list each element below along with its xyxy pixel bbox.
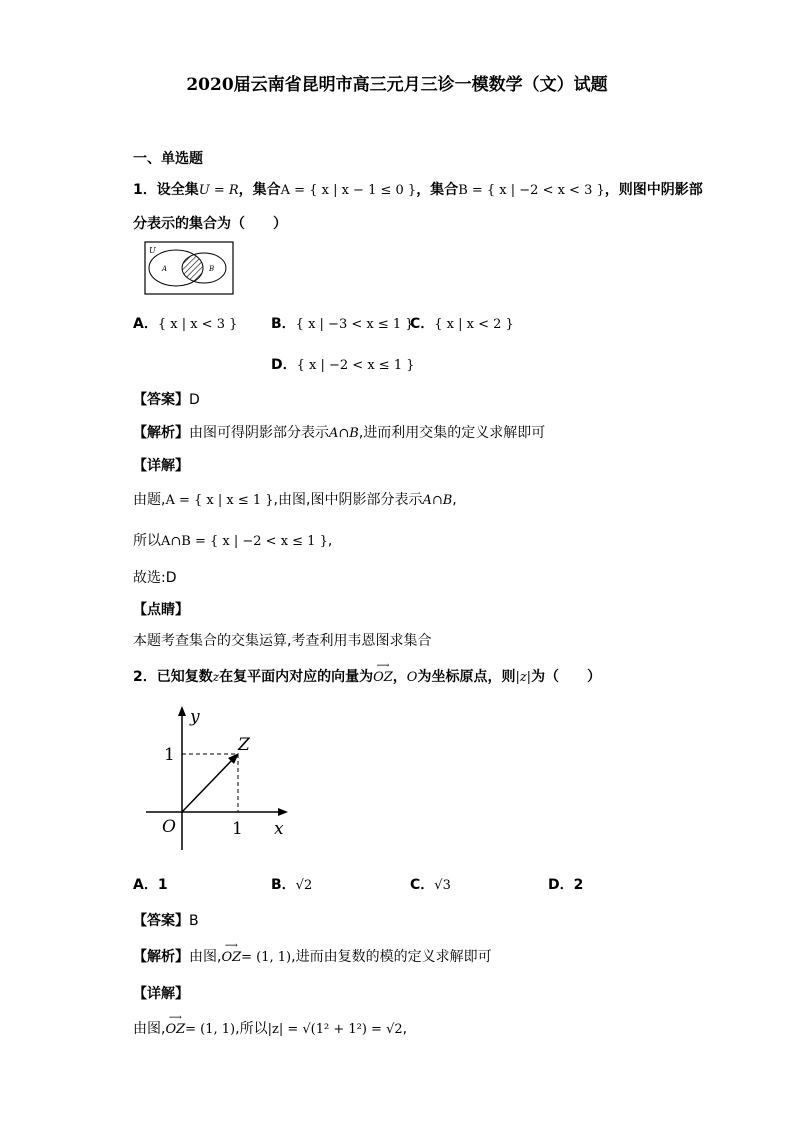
point-z-label: Z — [238, 735, 250, 755]
q2-option-d: D．2 — [548, 877, 584, 893]
q2-option-b: B．√2 — [271, 877, 313, 893]
q2-option-c: C．√3 — [410, 877, 451, 893]
venn-diagram — [144, 240, 236, 296]
x-axis-label: x — [274, 819, 284, 839]
q1-option-a: A．{ x | x < 3 } — [133, 316, 238, 332]
q1-option-c: C．{ x | x < 2 } — [410, 316, 514, 332]
venn-a-label: A — [162, 265, 168, 273]
page-title: 2020届云南省昆明市高三元月三诊一模数学（文）试题 — [186, 75, 608, 95]
q1-line1: 1．设全集U = R，集合A = { x | x − 1 ≤ 0 }，集合B = { x | −2 < x < 3 }，则图中阴影部 — [133, 182, 703, 198]
q2-detail-line1: 由图, ⟶ OZ= (1, 1),所以|z| = √(1² + 1²) = √2, — [133, 1013, 408, 1037]
q1-answer: 【答案】D — [133, 392, 200, 408]
q2-answer: 【答案】B — [133, 913, 199, 929]
y-axis-label: y — [190, 707, 200, 727]
y-tick-one: 1 — [164, 745, 175, 765]
q2-analysis: 【解析】由图, ⟶ OZ= (1, 1),进而由复数的模的定义求解即可 — [133, 941, 492, 965]
section-heading: 一、单选题 — [133, 151, 203, 167]
q2-option-a: A．1 — [133, 877, 168, 893]
x-tick-one: 1 — [232, 819, 243, 839]
q1-detail-line1: 由题,A = { x | x ≤ 1 },由图,图中阴影部分表示A∩B, — [133, 492, 457, 508]
q1-option-b: B．{ x | −3 < x ≤ 1 } — [271, 316, 414, 332]
q1-detail-line3: 故选:D — [133, 570, 177, 586]
vector-oz — [182, 758, 234, 812]
q1-detail-line2: 所以A∩B = { x | −2 < x ≤ 1 }, — [133, 533, 333, 549]
q1-option-d: D．{ x | −2 < x ≤ 1 } — [271, 357, 415, 373]
venn-u-label: U — [149, 246, 156, 255]
q1-comment: 本题考查集合的交集运算,考查利用韦恩图求集合 — [133, 633, 432, 649]
q1-detail-label: 【详解】 — [133, 458, 189, 474]
origin-label: O — [162, 817, 176, 837]
complex-plane-graph — [142, 702, 302, 852]
q2-stem: 2．已知复数z在复平面内对应的向量为 ⟶ OZ，O为坐标原点，则|z|为（ ） — [133, 661, 602, 685]
q2-detail-label: 【详解】 — [133, 986, 189, 1002]
y-axis-arrow-icon — [178, 706, 186, 716]
x-axis-arrow-icon — [278, 808, 288, 816]
q1-analysis: 【解析】由图可得阴影部分表示A∩B,进而利用交集的定义求解即可 — [133, 425, 546, 441]
q1-comment-label: 【点睛】 — [133, 602, 189, 618]
q1-line2: 分表示的集合为（ ） — [133, 216, 287, 232]
venn-b-label: B — [209, 265, 215, 273]
